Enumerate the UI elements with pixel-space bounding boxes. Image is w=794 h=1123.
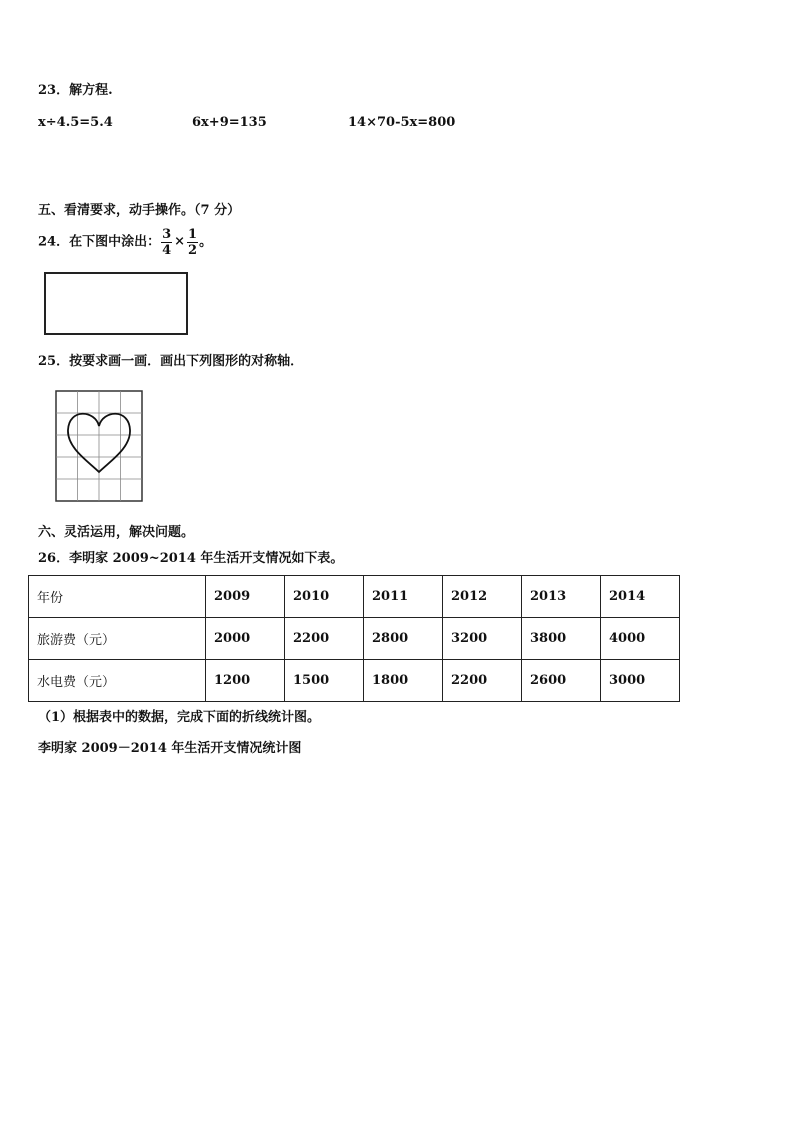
equation-2: 6x+9=135 [192,115,267,130]
table-cell: 1500 [285,660,364,702]
table-cell: 3000 [601,660,680,702]
q24-suffix: 。 [199,234,213,250]
table-cell: 2000 [206,618,285,660]
table-cell: 1800 [364,660,443,702]
q24-question [38,224,212,261]
heart-grid-figure[interactable] [55,390,145,504]
table-cell: 3800 [522,618,601,660]
table-row [29,660,680,702]
table-cell: 旅游费（元） [29,618,206,660]
table-cell: 2011 [364,576,443,618]
equation-1: x÷4.5=5.4 [38,115,113,130]
q26-subquestion-1: （1）根据表中的数据，完成下面的折线统计图。 [38,710,321,725]
table-cell: 2800 [364,618,443,660]
table-cell: 年份 [29,576,206,618]
table-cell: 2200 [285,618,364,660]
section-6-heading: 六、灵活运用，解决问题。 [38,525,195,540]
table-header-row [29,576,680,618]
table-cell: 2012 [443,576,522,618]
table-row [29,618,680,660]
equation-3: 14×70-5x=800 [348,115,456,130]
section-5-heading: 五、看清要求，动手操作。（7 分） [38,203,241,218]
table-cell: 2200 [443,660,522,702]
q24-prefix: 24．在下图中涂出： [38,234,161,250]
table-cell: 2600 [522,660,601,702]
q26-title: 26．李明家 2009~2014 年生活开支情况如下表。 [38,551,344,566]
shading-rectangle[interactable] [44,272,188,335]
table-cell: 2009 [206,576,285,618]
fraction-three-quarters: $\frac{3}{4}$ [162,226,172,258]
expense-table [28,575,680,702]
table-cell: 2014 [601,576,680,618]
q25-title: 25．按要求画一画．画出下列图形的对称轴． [38,354,304,369]
fraction-one-half: $\frac{1}{2}$ [188,226,198,258]
times-sign: × [174,234,186,249]
table-cell: 4000 [601,618,680,660]
table-cell: 2010 [285,576,364,618]
table-cell: 2013 [522,576,601,618]
table-cell: 3200 [443,618,522,660]
chart-caption: 李明家 2009－2014 年生活开支情况统计图 [38,741,302,756]
grid-lines [56,391,142,501]
q23-title: 23．解方程. [38,83,113,98]
table-cell: 水电费（元） [29,660,206,702]
table-cell: 1200 [206,660,285,702]
